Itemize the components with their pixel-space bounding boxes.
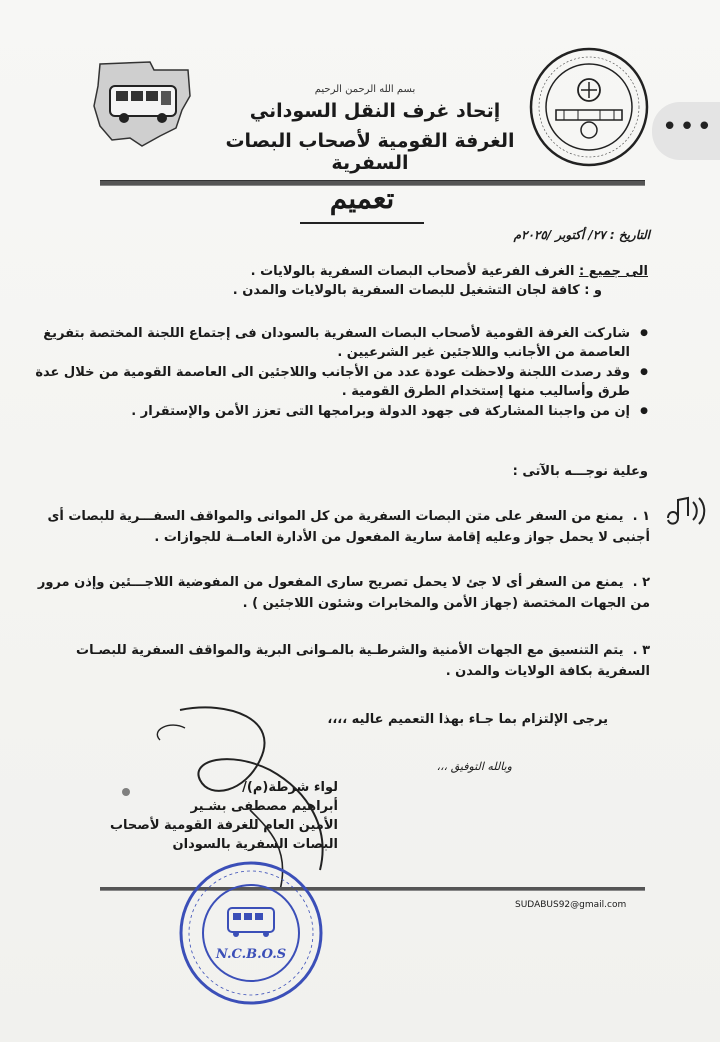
recipients-block xyxy=(208,262,648,300)
bullet-item: ● إن من واجبنا المشاركة فى جهود الدولة وبرامجها التى تعزز الأمن والإستقرار . xyxy=(30,402,650,421)
official-stamp xyxy=(176,858,326,1008)
more-horizontal-icon: ••• xyxy=(661,112,714,142)
bismillah-text: بسم الله الرحمن الرحيم xyxy=(314,84,416,95)
directive-heading: وعلية نوجـــه بالآتى : xyxy=(512,464,648,479)
closing-phrase: وبالله التوفيق ،،، xyxy=(436,760,512,773)
bullet-item: ● شاركت الغرفة القومية لأصحاب البصات السفرية بالسودان فى إجتماع اللجنة المختصة بتفريغ العاصمة من الأجانب واللاجئين غير الشرعيين . xyxy=(30,324,650,362)
compliance-request: يرجى الإلتزام بما جـاء بهذا التعميم عاليه ،،،، xyxy=(327,712,608,727)
transport-union-logo xyxy=(528,46,650,168)
signatory-title: البصات السفرية بالسودان xyxy=(172,837,338,852)
context-bullets xyxy=(30,324,650,422)
signatory-name: أبراهيم مصطفى بشـير xyxy=(190,799,338,814)
ink-spot xyxy=(122,788,130,796)
contact-email: SUDABUS92@gmail.com xyxy=(515,900,627,910)
item-text: يمنع من السفر على متن البصات السفرية من كل الموانى والمواقف السفـــرية للبصات أى أجنبى لا يحمل جواز وعليه إقامة سارية المفعول من الأدارة العامــة للجوازات . xyxy=(47,509,650,545)
signatory-rank: لواء شرطة(م)/ xyxy=(242,780,338,795)
recipient-line xyxy=(208,262,648,281)
item-text: يمنع من السفر أى لا جئ لا يحمل تصريح سارى المفعول من المفوضية اللاجـــئين وإذن مرور من الجهات المختصة (جهاز الأمن والمخابرات وشئون اللاجئين ) . xyxy=(37,575,650,611)
union-name: إتحاد غرف النقل السوداني xyxy=(249,100,501,122)
document-title: تعميم xyxy=(329,182,395,215)
directive-item-1 xyxy=(30,506,650,548)
audio-wave-icon[interactable] xyxy=(660,488,710,532)
sudan-map-bus-logo xyxy=(90,56,198,152)
stamp-abbreviation: N.C.B.O.S xyxy=(215,947,287,962)
recipients-label: الى جميع : xyxy=(578,264,648,279)
item-text: يتم التنسيق مع الجهات الأمنية والشرطـية بالمـوانى البرية والمواقف السفرية للبصـات السفرية بكافة الولايات والمدن . xyxy=(76,643,650,679)
item-number: ٢ . xyxy=(632,575,650,590)
bullet-item: ● وقد رصدت اللجنة ولاحظت عودة عدد من الأجانب واللاجئين الى العاصمة القومية من خلال عدة طرق وأساليب منها إستخدام الطرق القومية . xyxy=(30,363,650,401)
item-number: ١ . xyxy=(632,509,650,524)
signatory-title: الأمين العام للغرفة القومية لأصحاب xyxy=(109,818,338,833)
recipient-text: الغرف الفرعية لأصحاب البصات السفرية بالولايات . xyxy=(250,264,575,279)
directive-item-3 xyxy=(30,640,650,682)
recipient-line: و : كافة لجان التشغيل للبصات السفرية بالولايات والمدن . xyxy=(232,283,602,298)
title-underline xyxy=(300,222,424,224)
directive-item-2 xyxy=(30,572,650,614)
more-options-button[interactable] xyxy=(652,102,720,160)
document-date: التاريخ : ٢٧/ أكتوبر /٢٠٢٥م xyxy=(513,228,650,242)
item-number: ٣ . xyxy=(632,643,650,658)
chamber-name: الغرفة القومية لأصحاب البصات السفرية xyxy=(225,130,515,174)
